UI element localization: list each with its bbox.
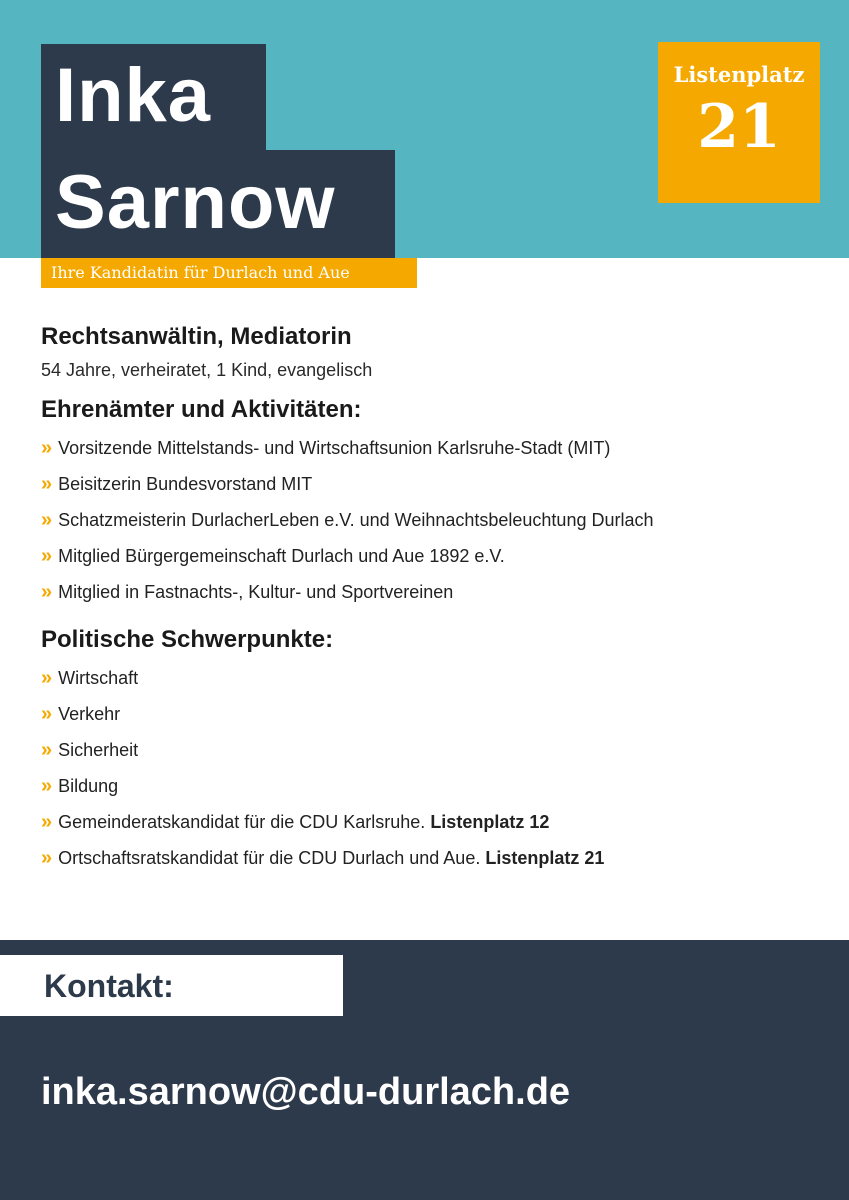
focus-text: Sicherheit <box>58 740 139 760</box>
politics-heading: Politische Schwerpunkte: <box>41 626 334 653</box>
main-content <box>41 318 821 876</box>
personal-info: 54 Jahre, verheiratet, 1 Kind, evangelisch <box>41 360 373 380</box>
chevron-bullet-icon: » <box>41 473 53 495</box>
contact-label: Kontakt: <box>44 968 174 1004</box>
politics-list <box>41 660 821 876</box>
candidacy-text: Gemeinderatskandidat für die CDU Karlsruhe. <box>58 812 426 832</box>
activity-text: Beisitzerin Bundesvorstand MIT <box>58 474 313 494</box>
list-item <box>41 696 821 732</box>
candidate-last-name: Sarnow <box>55 160 336 245</box>
list-item <box>41 574 821 610</box>
focus-text: Wirtschaft <box>58 668 139 688</box>
activity-text: Mitglied in Fastnachts-, Kultur- und Sportvereinen <box>58 582 454 602</box>
contact-email: inka.sarnow@cdu-durlach.de <box>41 1071 571 1113</box>
list-item <box>41 840 821 876</box>
list-item <box>41 804 821 840</box>
candidate-first-name: Inka <box>55 53 212 138</box>
profession: Rechtsanwältin, Mediatorin <box>41 323 352 350</box>
list-position-number: 21 <box>697 92 781 162</box>
activity-text: Mitglied Bürgergemeinschaft Durlach und Aue 1892 e.V. <box>58 546 505 566</box>
focus-text: Bildung <box>58 776 119 796</box>
chevron-bullet-icon: » <box>41 509 53 531</box>
chevron-bullet-icon: » <box>41 811 53 833</box>
chevron-bullet-icon: » <box>41 847 53 869</box>
chevron-bullet-icon: » <box>41 581 53 603</box>
candidacy-text: Ortschaftsratskandidat für die CDU Durlach und Aue. <box>58 848 481 868</box>
list-item <box>41 732 821 768</box>
chevron-bullet-icon: » <box>41 667 53 689</box>
activities-heading: Ehrenämter und Aktivitäten: <box>41 396 362 423</box>
list-item <box>41 502 821 538</box>
activity-text: Schatzmeisterin DurlacherLeben e.V. und Weihnachtsbeleuchtung Durlach <box>58 510 654 530</box>
list-position-badge <box>658 42 820 203</box>
candidacy-list-place: Listenplatz 12 <box>430 812 550 832</box>
list-item <box>41 538 821 574</box>
chevron-bullet-icon: » <box>41 775 53 797</box>
list-item <box>41 430 821 466</box>
activity-text: Vorsitzende Mittelstands- und Wirtschaftsunion Karlsruhe-Stadt (MIT) <box>58 438 611 458</box>
chevron-bullet-icon: » <box>41 739 53 761</box>
list-item <box>41 660 821 696</box>
list-item <box>41 768 821 804</box>
list-item <box>41 466 821 502</box>
list-position-label: Listenplatz <box>673 62 805 87</box>
chevron-bullet-icon: » <box>41 437 53 459</box>
chevron-bullet-icon: » <box>41 545 53 567</box>
candidate-subtitle: Ihre Kandidatin für Durlach und Aue <box>41 258 417 288</box>
focus-text: Verkehr <box>58 704 121 724</box>
candidacy-list-place: Listenplatz 21 <box>485 848 605 868</box>
chevron-bullet-icon: » <box>41 703 53 725</box>
activities-list <box>41 430 821 610</box>
